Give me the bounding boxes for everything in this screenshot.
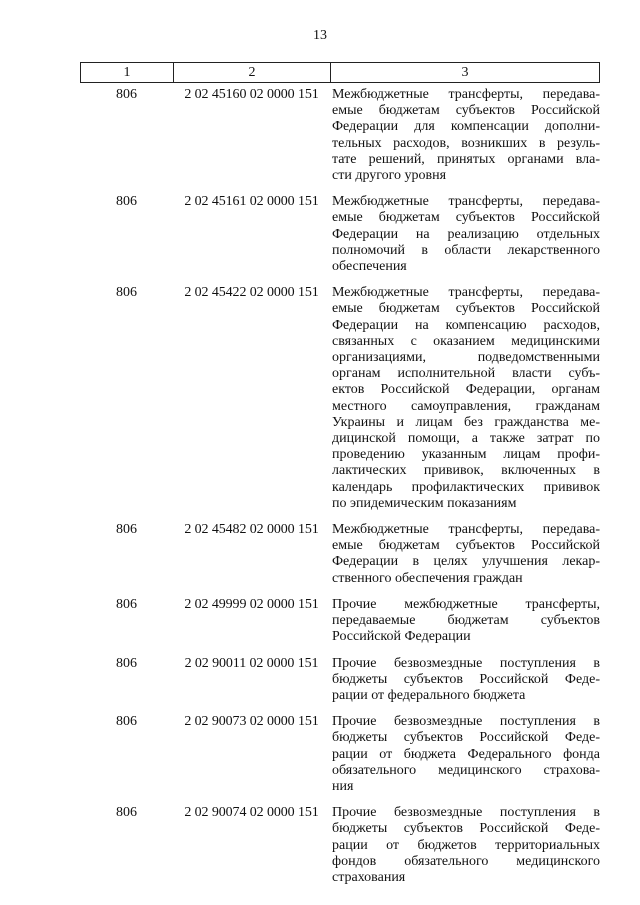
description-line: ектов Российской Федерации, органам bbox=[332, 382, 600, 398]
description-line: Федерации на компенсацию расходов, bbox=[332, 317, 600, 333]
description-line: ния bbox=[332, 778, 354, 794]
description-line: Федерации на реализацию отдельных bbox=[332, 226, 600, 242]
revenue-code: 2 02 45160 02 0000 151 bbox=[184, 87, 319, 102]
revenue-description bbox=[330, 194, 600, 275]
description-line: Украины и лицам без гражданства ме- bbox=[332, 414, 600, 430]
revenue-code: 2 02 90011 02 0000 151 bbox=[184, 655, 319, 671]
description-line: связанных с оказанием медицинскими bbox=[332, 333, 600, 349]
description-line: тате решений, принятых органами вла- bbox=[332, 151, 600, 167]
description-line: бюджеты субъектов Российской Феде- bbox=[332, 730, 600, 746]
description-line: тельных расходов, возникших в резуль- bbox=[332, 135, 600, 151]
description-line: Федерации для компенсации дополни- bbox=[332, 119, 600, 135]
revenue-description bbox=[330, 714, 600, 795]
description-line: Межбюджетные трансферты, передава- bbox=[332, 522, 600, 538]
revenue-description bbox=[330, 805, 600, 886]
description-line: ственного обеспечения граждан bbox=[332, 570, 523, 586]
revenue-codes-table bbox=[80, 62, 600, 896]
description-line: передаваемые бюджетам субъектов bbox=[332, 613, 600, 629]
admin-code: 806 bbox=[116, 714, 137, 730]
table-row bbox=[80, 194, 600, 275]
admin-code: 806 bbox=[116, 805, 137, 821]
description-line: емые бюджетам субъектов Российской bbox=[332, 210, 600, 226]
revenue-description bbox=[330, 656, 600, 705]
description-line: Межбюджетные трансферты, передава- bbox=[332, 285, 600, 301]
description-line: рации от бюджетов территориальных bbox=[332, 837, 600, 853]
admin-code: 806 bbox=[116, 655, 137, 671]
revenue-description bbox=[330, 87, 600, 184]
description-line: обеспечения bbox=[332, 259, 407, 275]
revenue-description bbox=[330, 522, 600, 587]
revenue-code: 2 02 45482 02 0000 151 bbox=[184, 522, 319, 538]
description-line: емые бюджетам субъектов Российской bbox=[332, 103, 600, 119]
header-col-3: 3 bbox=[461, 65, 469, 80]
description-line: Межбюджетные трансферты, передава- bbox=[332, 87, 600, 102]
description-line: Прочие межбюджетные трансферты, bbox=[332, 596, 600, 612]
description-line: календарь профилактических прививок bbox=[332, 479, 600, 495]
table-header bbox=[80, 62, 600, 83]
table-row bbox=[80, 656, 600, 705]
description-line: органам исполнительной власти субъ- bbox=[332, 366, 600, 382]
description-line: по эпидемическим показаниям bbox=[332, 495, 517, 511]
description-line: сти другого уровня bbox=[332, 168, 447, 184]
page-number: 13 bbox=[313, 28, 327, 43]
table-row bbox=[80, 805, 600, 886]
description-line: бюджеты субъектов Российской Феде- bbox=[332, 671, 600, 687]
description-line: проведению указанным лицам профи- bbox=[332, 447, 600, 463]
description-line: местного самоуправления, гражданам bbox=[332, 398, 600, 414]
description-line: емые бюджетам субъектов Российской bbox=[332, 301, 600, 317]
description-line: Прочие безвозмездные поступления в bbox=[332, 714, 600, 730]
table-row bbox=[80, 714, 600, 795]
table-row bbox=[80, 285, 600, 512]
description-line: рации от федерального бюджета bbox=[332, 687, 526, 703]
description-line: Межбюджетные трансферты, передава- bbox=[332, 194, 600, 210]
revenue-code: 2 02 45422 02 0000 151 bbox=[184, 285, 319, 301]
description-line: Прочие безвозмездные поступления в bbox=[332, 655, 600, 671]
admin-code: 806 bbox=[116, 522, 137, 538]
description-line: полномочий в области лекарственного bbox=[332, 242, 600, 258]
description-line: Российской Федерации bbox=[332, 629, 471, 645]
description-line: страхования bbox=[332, 869, 406, 885]
revenue-code: 2 02 90073 02 0000 151 bbox=[184, 714, 319, 730]
revenue-description bbox=[330, 597, 600, 646]
description-line: фондов обязательного медицинского bbox=[332, 853, 600, 869]
header-col-1: 1 bbox=[81, 63, 174, 82]
revenue-description bbox=[330, 285, 600, 512]
table-row bbox=[80, 87, 600, 184]
revenue-code: 2 02 49999 02 0000 151 bbox=[184, 596, 319, 612]
description-line: обязательного медицинского страхова- bbox=[332, 762, 600, 778]
description-line: дицинской помощи, а также затрат по bbox=[332, 431, 600, 447]
header-col-2: 2 bbox=[174, 63, 331, 82]
revenue-code: 2 02 45161 02 0000 151 bbox=[184, 194, 319, 210]
description-line: Федерации в целях улучшения лекар- bbox=[332, 554, 600, 570]
description-line: лактических прививок, включенных в bbox=[332, 463, 600, 479]
admin-code: 806 bbox=[116, 596, 137, 612]
description-line: рации от бюджета Федерального фонда bbox=[332, 746, 600, 762]
table-row bbox=[80, 522, 600, 587]
admin-code: 806 bbox=[116, 87, 137, 102]
admin-code: 806 bbox=[116, 194, 137, 210]
description-line: емые бюджетам субъектов Российской bbox=[332, 538, 600, 554]
table-body bbox=[80, 87, 600, 886]
description-line: организациями, подведомственными bbox=[332, 350, 600, 366]
admin-code: 806 bbox=[116, 285, 137, 301]
description-line: бюджеты субъектов Российской Феде- bbox=[332, 821, 600, 837]
description-line: Прочие безвозмездные поступления в bbox=[332, 805, 600, 821]
table-row bbox=[80, 597, 600, 646]
revenue-code: 2 02 90074 02 0000 151 bbox=[184, 805, 319, 821]
